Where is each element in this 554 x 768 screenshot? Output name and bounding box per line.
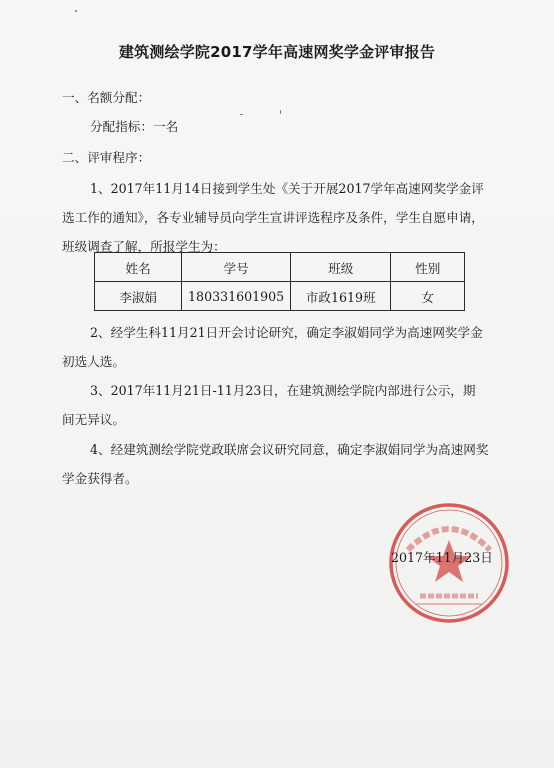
paragraph-3-line-1: 3、2017年11月21日-11月23日，在建筑测绘学院内部进行公示，期 bbox=[90, 383, 476, 398]
table-header-name: 姓名 bbox=[95, 253, 182, 282]
scan-speck bbox=[75, 10, 77, 12]
paragraph-4-line-1: 4、经建筑测绘学院党政联席会议研究同意，确定李淑娟同学为高速网奖 bbox=[90, 442, 489, 457]
allocation-text: 分配指标：一名 bbox=[90, 119, 179, 134]
scan-speck bbox=[280, 110, 281, 114]
table-cell-name: 李淑娟 bbox=[95, 282, 182, 311]
scan-speck bbox=[240, 114, 243, 115]
student-table bbox=[94, 252, 465, 311]
paragraph-1-line-3: 班级调查了解，所报学生为： bbox=[62, 239, 226, 254]
table-header-row bbox=[95, 253, 465, 282]
table-header-gender: 性别 bbox=[391, 253, 465, 282]
section-heading-procedure: 二、评审程序： bbox=[62, 150, 151, 165]
paragraph-1-line-1: 1、2017年11月14日接到学生处《关于开展2017学年高速网奖学金评 bbox=[90, 181, 484, 196]
table-cell-id: 180331601905 bbox=[182, 282, 291, 311]
table-cell-gender: 女 bbox=[391, 282, 465, 311]
report-date: 2017年11月23日 bbox=[391, 550, 493, 565]
document-title: 建筑测绘学院2017学年高速网奖学金评审报告 bbox=[118, 43, 436, 61]
table-cell-class: 市政1619班 bbox=[290, 282, 390, 311]
paragraph-2-line-2: 初选人选。 bbox=[62, 354, 125, 369]
paragraph-3-line-2: 间无异议。 bbox=[62, 412, 125, 427]
table-header-class: 班级 bbox=[290, 253, 390, 282]
paragraph-2-line-1: 2、经学生科11月21日开会讨论研究，确定李淑娟同学为高速网奖学金 bbox=[90, 325, 483, 340]
table-row bbox=[95, 282, 465, 311]
table-header-id: 学号 bbox=[182, 253, 291, 282]
section-heading-allocation: 一、名额分配： bbox=[62, 90, 151, 105]
paragraph-4-line-2: 学金获得者。 bbox=[62, 471, 138, 486]
paragraph-1-line-2: 选工作的通知》，各专业辅导员向学生宣讲评选程序及条件，学生自愿申请， bbox=[62, 210, 484, 225]
